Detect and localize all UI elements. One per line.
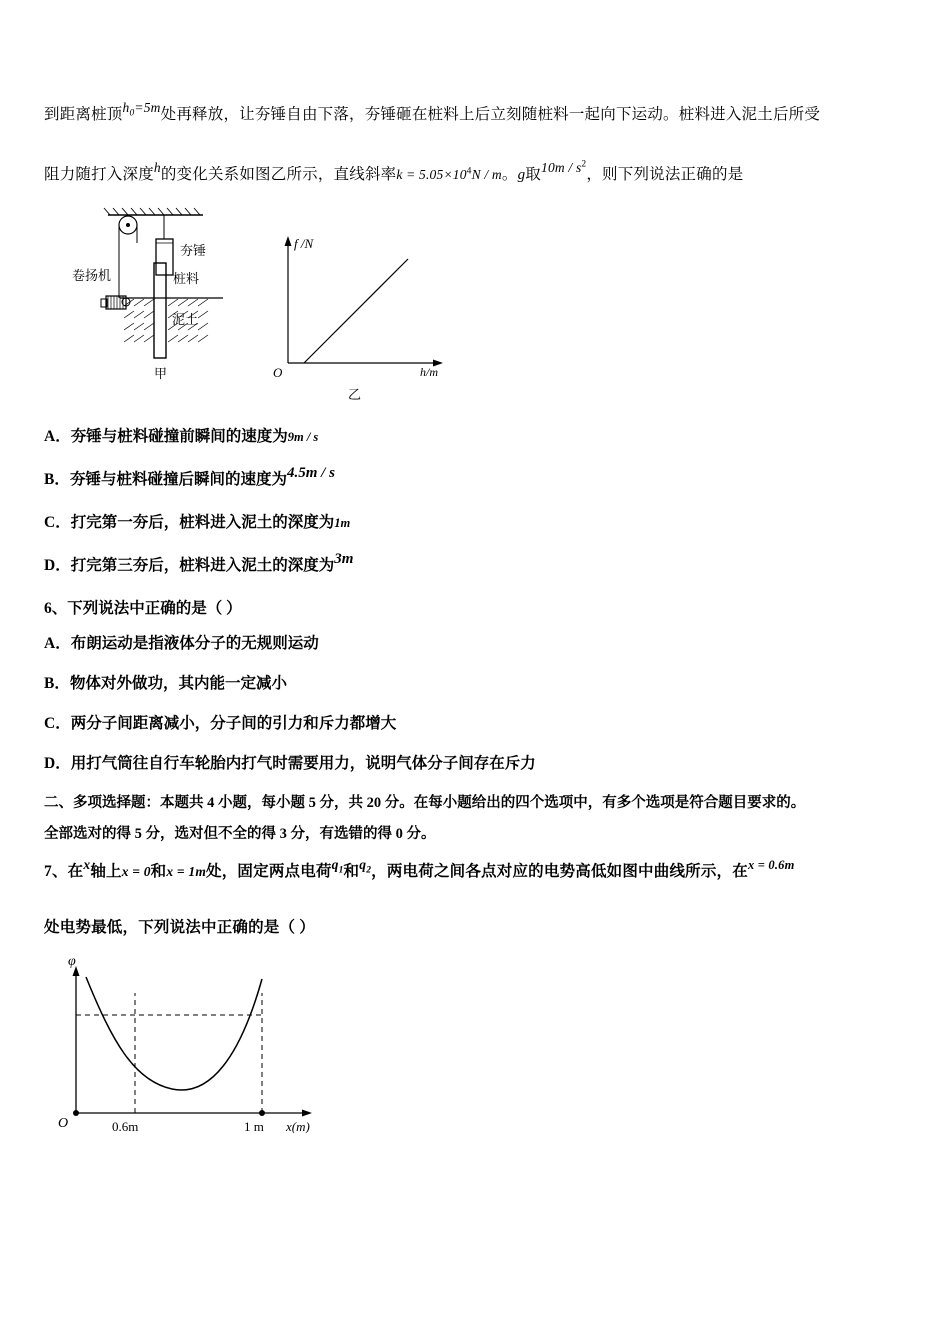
figure-origin-label: O [273, 365, 283, 381]
problem6-option-a: A．布朗运动是指液体分子的无规则运动 [44, 635, 319, 653]
problem5-body-line1 [44, 100, 906, 130]
problem5-figure-svg [68, 203, 488, 403]
problem5-options [44, 425, 906, 578]
problem7-figure-svg [54, 953, 374, 1133]
problem5-option-c: C．打完第一夯后，桩料进入泥土的深度为1m [44, 513, 351, 531]
figure-caption-yi: 乙 [348, 387, 362, 403]
p5-h0-symbol: $h_0=5m$ [122, 100, 161, 119]
problem7-line1: 7、在x轴上x = 0和x = 1m处，固定两点电荷$q_1$和$q_2$，两电荷之间各点对应的电势高低如图中曲线所示，在$^{x = 0.6m}$ [44, 857, 795, 881]
problem7-line2: 处电势最低，下列说法中正确的是（ ） [44, 919, 315, 937]
p5-text-d: 的变化关系如图乙所示，直线斜率 [160, 165, 397, 183]
problem5-option-d: D．打完第三夯后，桩料进入泥土的深度为3m [44, 550, 354, 574]
problem5-figure [68, 203, 488, 403]
problem7-figure [54, 953, 474, 1153]
figure-label-winch: 卷扬机 [72, 268, 112, 284]
p5-option-a-math: 9m / s [287, 430, 319, 445]
p5-option-d-math: 3m [334, 550, 354, 567]
p5-text-f: 取 [525, 165, 541, 183]
figure-caption-jia: 甲 [154, 366, 168, 382]
p5-option-c-math: 1m [334, 515, 351, 530]
p5-h-symbol: h [153, 159, 161, 175]
section2-line2: 全部选对的得 5 分，选对但不全的得 3 分，有选错的得 0 分。 [44, 825, 436, 842]
figure2-axis-x-label: x(m) [286, 1118, 310, 1133]
p7-x0: x = 0 [121, 864, 151, 880]
p7-q1: $q_1$ [331, 857, 344, 877]
section2-note [44, 791, 906, 848]
p5-text-b: 处再释放，让夯锤自由下落，夯锤砸在桩料上后立刻随桩料一起向下运动。桩料进入泥土后所受 [160, 106, 821, 123]
p7-x-symbol: x [83, 857, 91, 873]
figure-label-hammer: 夯锤 [180, 243, 207, 259]
figure-axis-y-label: f /N [294, 236, 314, 252]
problem6-title: 6、下列说法中正确的是（ ） [44, 600, 242, 618]
problem6-option-c: C．两分子间距离减小，分子间的引力和斥力都增大 [44, 715, 397, 733]
figure2-tick-1: 1 m [244, 1118, 264, 1133]
section2-line1: 二、多项选择题：本题共 4 小题，每小题 5 分，共 20 分。在每小题给出的四个选项中，有多个选项是符合题目要求的。 [44, 794, 806, 811]
figure-axis-x-label: h/m [420, 365, 438, 380]
figure-label-mud: 泥土 [172, 312, 199, 328]
problem5-option-a: A．夯锤与桩料碰撞前瞬间的速度为9m / s [44, 428, 319, 446]
figure2-axis-y-label: φ [68, 953, 76, 969]
figure2-tick-06: 0.6m [112, 1118, 139, 1133]
p5-text-c: 阻力随打入深度 [44, 165, 154, 183]
p7-x06: x = 0.6m [747, 858, 795, 873]
problem5-option-b: B．夯锤与桩料碰撞后瞬间的速度为4.5m / s [44, 465, 335, 489]
p5-text-e: 。 [501, 165, 518, 183]
problem6-option-d: D．用打气筒往自行车轮胎内打气时需要用力，说明气体分子间存在斥力 [44, 754, 536, 772]
p5-g-value: $10m / s^2$ [541, 159, 587, 175]
p5-g-symbol: g [517, 166, 526, 183]
p7-x1: x = 1m [166, 864, 207, 880]
problem6 [44, 596, 906, 776]
problem5-body-line2 [44, 160, 906, 190]
problem7 [44, 857, 906, 942]
p5-text-g: ，则下列说法正确的是 [586, 165, 744, 183]
figure-label-pile: 桩料 [173, 271, 200, 287]
p7-q2: $q_2$ [359, 857, 372, 877]
document-content [44, 100, 906, 1153]
problem6-option-b: B．物体对外做功，其内能一定减小 [44, 675, 288, 693]
p5-text-a: 到距离桩顶 [44, 106, 123, 123]
p5-k-value: $k = 5.05\times 10^4N / m$ [396, 166, 502, 182]
figure2-origin-label: O [58, 1115, 69, 1131]
p5-option-b-math: 4.5m / s [287, 465, 335, 482]
